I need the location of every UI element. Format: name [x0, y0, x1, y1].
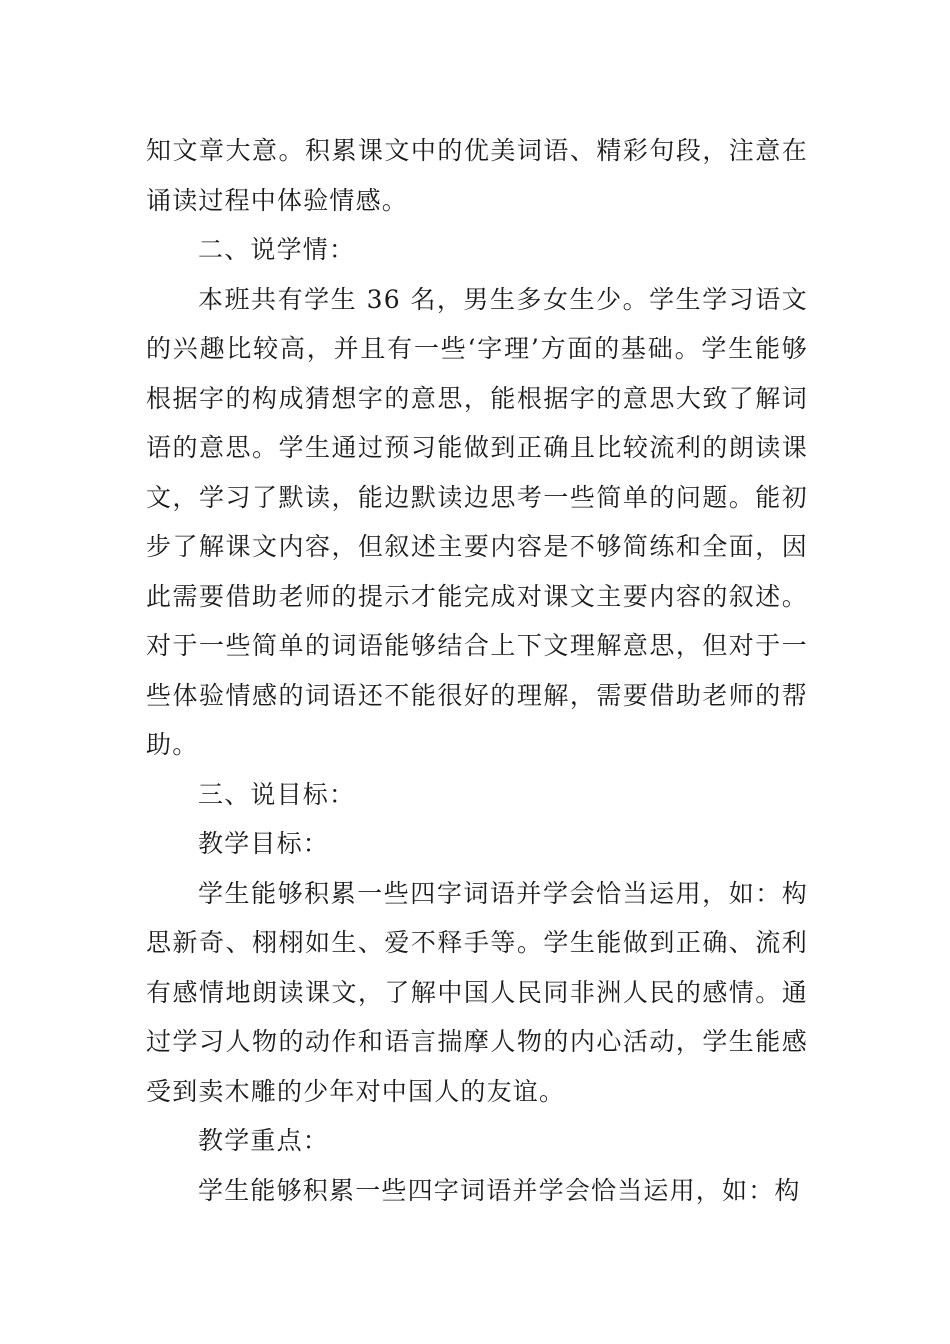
paragraph-teaching-focus: 学生能够积累一些四字词语并学会恰当运用，如：构 — [198, 1175, 801, 1205]
paragraph-continued-text: 知文章大意。积累课文中的优美词语、精彩句段，注意在诵读过程中体验情感。 — [146, 136, 808, 215]
paragraph-teaching-objectives: 学生能够积累一些四字词语并学会恰当运用，如：构思新奇、栩栩如生、爱不释手等。学生能做到正确、流利有感情地朗读课文，了解中国人民同非洲人民的感情。通过学习人物的动作和语言揣摩人物的内心活动，学生能感受到卖木雕的少年对中国人的友谊。 — [146, 878, 808, 1106]
document-body — [146, 126, 808, 1215]
subheading-teaching-focus: 教学重点： — [198, 1126, 330, 1155]
subheading-teaching-objectives: 教学目标： — [198, 829, 330, 858]
section-heading-student-analysis: 二、说学情： — [198, 235, 356, 264]
section-heading-objectives: 三、说目标： — [198, 779, 356, 809]
paragraph-student-analysis: 本班共有学生 36 名，男生多女生少。学生学习语文的兴趣比较高，并且有一些‘字理’方面的基础。学生能够根据字的构成猜想字的意思，能根据字的意思大致了解词语的意思。学生通过预习能做到正确且比较流利的朗读课文，学习了默读，能边默读边思考一些简单的问题。能初步了解课文内容，但叙述主要内容是不够简练和全面，因此需要借助老师的提示才能完成对课文主要内容的叙述。对于一些简单的词语能够结合上下文理解意思，但对于一些体验情感的词语还不能很好的理解，需要借助老师的帮助。 — [146, 284, 808, 759]
